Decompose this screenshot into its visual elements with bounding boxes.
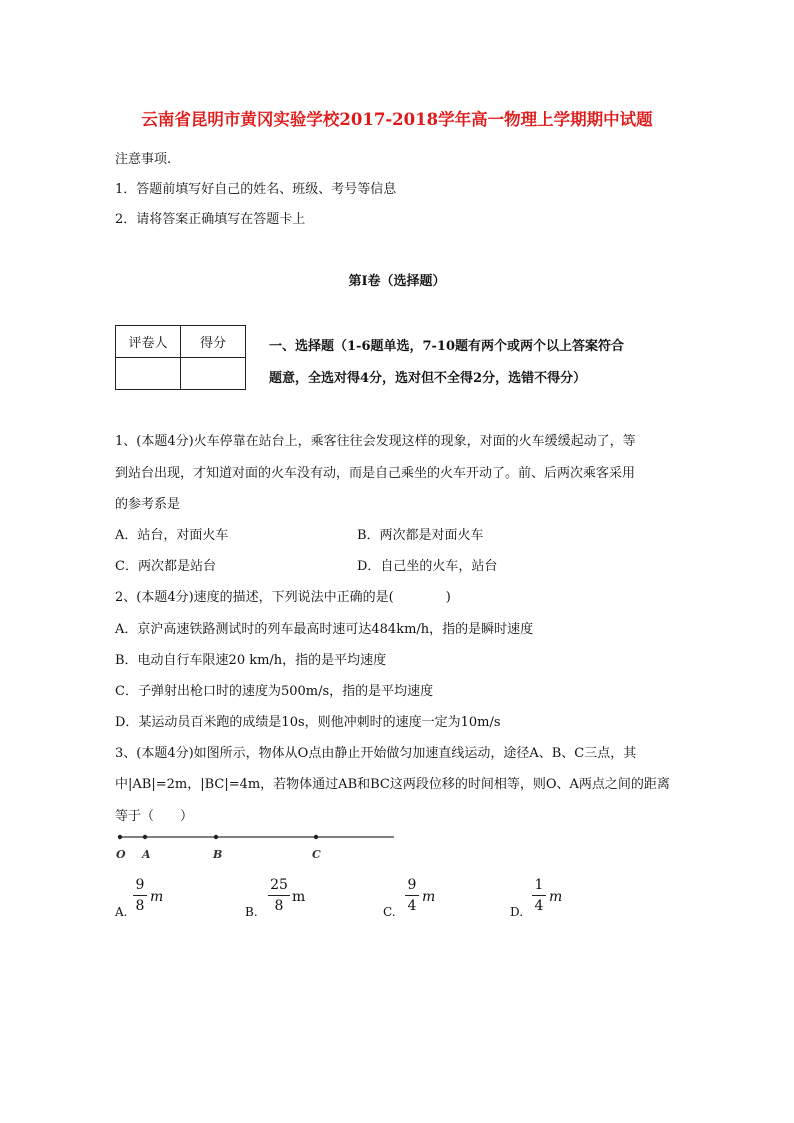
question-1-text: 1、(本题4分)火车停靠在站台上，乘客往往会发现这样的现象，对面的火车缓缓起动了，等 bbox=[115, 434, 636, 449]
point-o bbox=[118, 835, 122, 839]
question-2-option-b: B．电动自行车限速20 km/h，指的是平均速度 bbox=[115, 653, 387, 668]
question-2-option-d: D．某运动员百米跑的成绩是10s，则他冲刺时的速度一定为10m/s bbox=[115, 715, 501, 730]
question-3-option-b-label: B. bbox=[245, 905, 258, 919]
notice-heading: 注意事项. bbox=[115, 152, 172, 167]
label-c: C bbox=[312, 848, 321, 861]
question-3-option-c-unit: m bbox=[422, 889, 436, 905]
question-3-option-a-label: A. bbox=[115, 905, 128, 919]
question-2-text: 2、(本题4分)速度的描述，下列说法中正确的是( ) bbox=[115, 590, 451, 605]
question-3-text: 中|AB|=2m，|BC|=4m，若物体通过AB和BC这两段位移的时间相等，则O、A两点之间的距离 bbox=[115, 777, 670, 792]
question-1-option-a: A．站台，对面火车 bbox=[115, 528, 229, 543]
fraction-numerator: 25 bbox=[270, 877, 288, 893]
score-table-header-score: 得分 bbox=[181, 326, 246, 358]
question-3-option-a-fraction bbox=[133, 876, 147, 915]
fraction-denominator: 8 bbox=[274, 898, 284, 914]
fraction-bar bbox=[133, 895, 147, 896]
point-c bbox=[314, 835, 318, 839]
question-3-option-b-unit: m bbox=[292, 889, 306, 905]
section-instruction: 题意，全选对得4分，选对但不全得2分，选错不得分） bbox=[269, 371, 587, 386]
fraction-numerator: 1 bbox=[534, 877, 544, 893]
fraction-numerator: 9 bbox=[135, 877, 145, 893]
question-1-option-b: B．两次都是对面火车 bbox=[357, 528, 484, 543]
page-title: 云南省昆明市黄冈实验学校2017-2018学年高一物理上学期期中试题 bbox=[141, 110, 653, 129]
question-1-option-d: D．自己坐的火车，站台 bbox=[357, 559, 498, 574]
point-b bbox=[214, 835, 218, 839]
question-3-option-b-fraction bbox=[268, 876, 290, 915]
score-table-cell-grader bbox=[116, 358, 181, 390]
question-2-option-a: A．京沪高速铁路测试时的列车最高时速可达484km/h，指的是瞬时速度 bbox=[115, 622, 534, 637]
notice-item: 1．答题前填写好自己的姓名、班级、考号等信息 bbox=[115, 182, 397, 197]
fraction-numerator: 9 bbox=[407, 877, 417, 893]
question-3-option-c-fraction bbox=[405, 876, 419, 915]
question-3-text: 3、(本题4分)如图所示，物体从O点由静止开始做匀加速直线运动，途径A、B、C三点，其 bbox=[115, 746, 637, 761]
section-title: 第I卷（选择题） bbox=[348, 274, 446, 289]
question-3-option-a-unit: m bbox=[150, 889, 164, 905]
label-o: O bbox=[116, 848, 126, 861]
score-table-cell-score bbox=[181, 358, 246, 390]
question-3-option-d-unit: m bbox=[549, 889, 563, 905]
fraction-bar bbox=[405, 895, 419, 896]
label-b: B bbox=[213, 848, 223, 861]
fraction-bar bbox=[268, 895, 290, 896]
question-1-option-c: C．两次都是站台 bbox=[115, 559, 216, 574]
question-3-option-d-label: D. bbox=[510, 905, 524, 919]
question-3-text: 等于（ ） bbox=[115, 809, 194, 824]
motion-line-diagram bbox=[112, 828, 402, 862]
label-a: A bbox=[142, 848, 151, 861]
question-1-text: 的参考系是 bbox=[115, 497, 181, 512]
fraction-denominator: 4 bbox=[534, 898, 544, 914]
question-1-text: 到站台出现，才知道对面的火车没有动，而是自己乘坐的火车开动了。前、后两次乘客采用 bbox=[115, 466, 636, 481]
fraction-bar bbox=[532, 895, 546, 896]
fraction-denominator: 8 bbox=[135, 898, 145, 914]
notice-item: 2．请将答案正确填写在答题卡上 bbox=[115, 212, 306, 227]
question-3-option-c-label: C. bbox=[383, 905, 396, 919]
section-instruction: 一、选择题（1-6题单选，7-10题有两个或两个以上答案符合 bbox=[269, 339, 625, 354]
point-a bbox=[143, 835, 147, 839]
question-2-option-c: C．子弹射出枪口时的速度为500m/s，指的是平均速度 bbox=[115, 684, 434, 699]
score-table bbox=[115, 325, 246, 390]
score-table-header-grader: 评卷人 bbox=[116, 326, 181, 358]
fraction-denominator: 4 bbox=[407, 898, 417, 914]
question-3-option-d-fraction bbox=[532, 876, 546, 915]
